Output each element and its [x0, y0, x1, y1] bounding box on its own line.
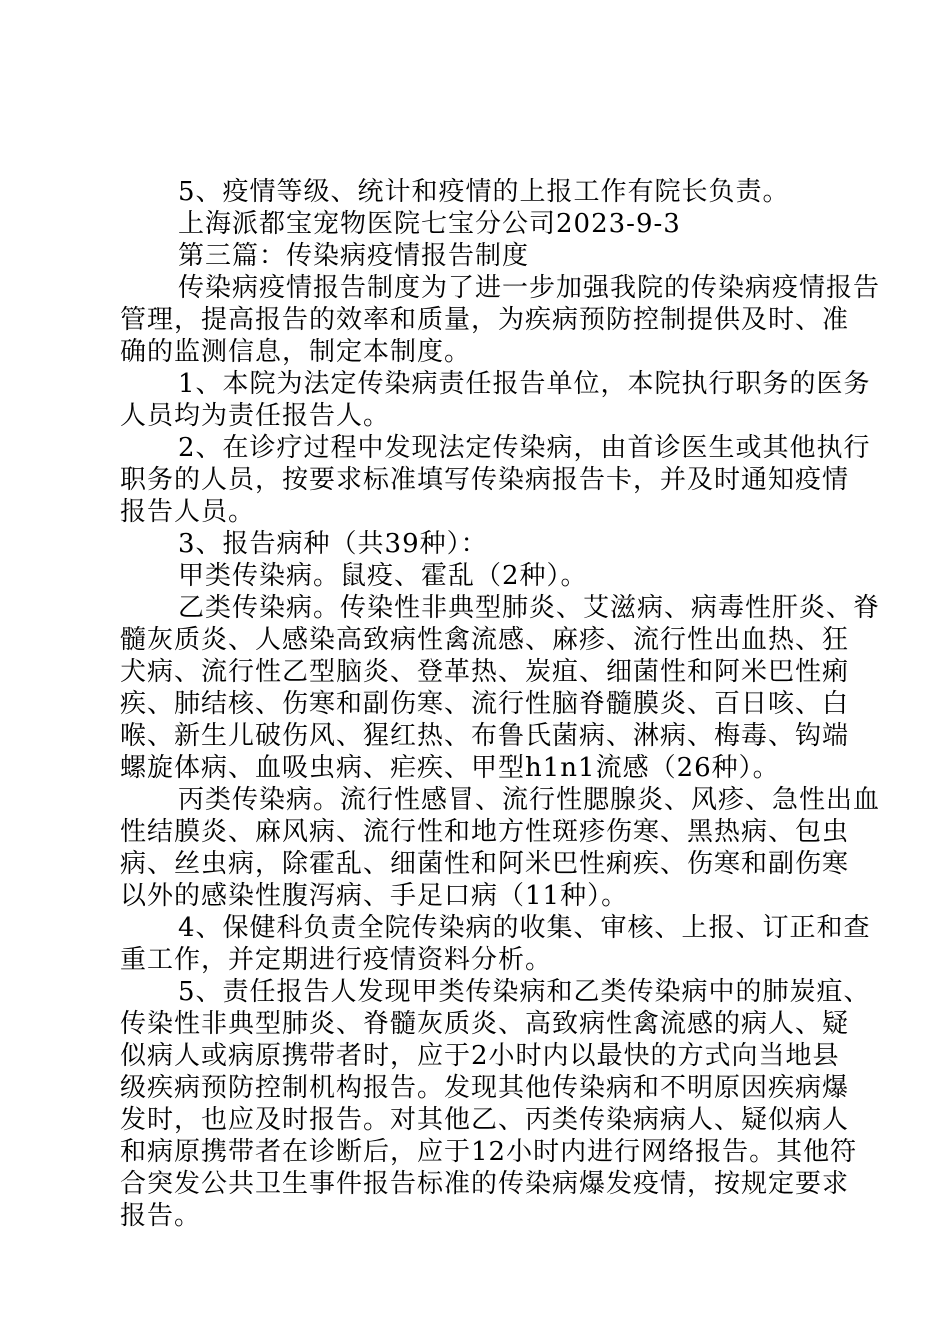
text-line: 丙类传染病。流行性感冒、流行性腮腺炎、风疹、急性出血 — [178, 785, 881, 815]
text-line: 4、保健科负责全院传染病的收集、审核、上报、订正和查 — [178, 913, 871, 943]
document-body — [120, 176, 881, 1232]
text-line: 乙类传染病。传染性非典型肺炎、艾滋病、病毒性肝炎、脊 — [178, 593, 881, 623]
text-line: 管理，提高报告的效率和质量，为疾病预防控制提供及时、准 — [120, 305, 850, 335]
text-line: 职务的人员，按要求标准填写传染病报告卡，并及时通知疫情 — [120, 465, 850, 495]
text-line: 2、在诊疗过程中发现法定传染病，由首诊医生或其他执行 — [178, 433, 871, 463]
text-line: 报告人员。 — [120, 497, 256, 527]
text-line: 发时，也应及时报告。对其他乙、丙类传染病病人、疑似病人 — [120, 1105, 850, 1135]
section-heading: 第三篇：传染病疫情报告制度 — [178, 241, 530, 271]
text-line: 传染病疫情报告制度为了进一步加强我院的传染病疫情报告 — [178, 273, 881, 303]
text-line: 3、报告病种（共39种）： — [178, 529, 488, 559]
text-line: 1、本院为法定传染病责任报告单位，本院执行职务的医务 — [178, 369, 871, 399]
text-line: 疾、肺结核、伤寒和副伤寒、流行性脑脊髓膜炎、百日咳、白 — [120, 689, 850, 719]
text-line: 确的监测信息，制定本制度。 — [120, 337, 472, 367]
text-line: 甲类传染病。鼠疫、霍乱（2种）。 — [178, 561, 588, 591]
text-line: 和病原携带者在诊断后，应于12小时内进行网络报告。其他符 — [120, 1137, 858, 1167]
text-line: 病、丝虫病，除霍乱、细菌性和阿米巴性痢疾、伤寒和副伤寒 — [120, 849, 850, 879]
text-line: 级疾病预防控制机构报告。发现其他传染病和不明原因疾病爆 — [120, 1073, 850, 1103]
text-line: 髓灰质炎、人感染高致病性禽流感、麻疹、流行性出血热、狂 — [120, 625, 850, 655]
text-line: 报告。 — [120, 1201, 202, 1231]
text-line: 上海派都宝宠物医院七宝分公司2023-9-3 — [178, 209, 681, 239]
text-line: 合突发公共卫生事件报告标准的传染病爆发疫情，按规定要求 — [120, 1169, 850, 1199]
text-line: 犬病、流行性乙型脑炎、登革热、炭疽、细菌性和阿米巴性痢 — [120, 657, 850, 687]
text-line: 人员均为责任报告人。 — [120, 401, 391, 431]
text-line: 传染性非典型肺炎、脊髓灰质炎、高致病性禽流感的病人、疑 — [120, 1009, 850, 1039]
text-line: 以外的感染性腹泻病、手足口病（11种）。 — [120, 881, 629, 911]
text-line: 重工作，并定期进行疫情资料分析。 — [120, 945, 553, 975]
text-line: 5、疫情等级、统计和疫情的上报工作有院长负责。 — [178, 177, 790, 207]
text-line: 螺旋体病、血吸虫病、疟疾、甲型h1n1流感（26种）。 — [120, 753, 780, 783]
text-line: 5、责任报告人发现甲类传染病和乙类传染病中的肺炭疽、 — [178, 977, 871, 1007]
text-line: 性结膜炎、麻风病、流行性和地方性斑疹伤寒、黑热病、包虫 — [120, 817, 850, 847]
text-line: 喉、新生儿破伤风、猩红热、布鲁氏菌病、淋病、梅毒、钩端 — [120, 721, 850, 751]
text-line: 似病人或病原携带者时，应于2小时内以最快的方式向当地县 — [120, 1041, 840, 1071]
